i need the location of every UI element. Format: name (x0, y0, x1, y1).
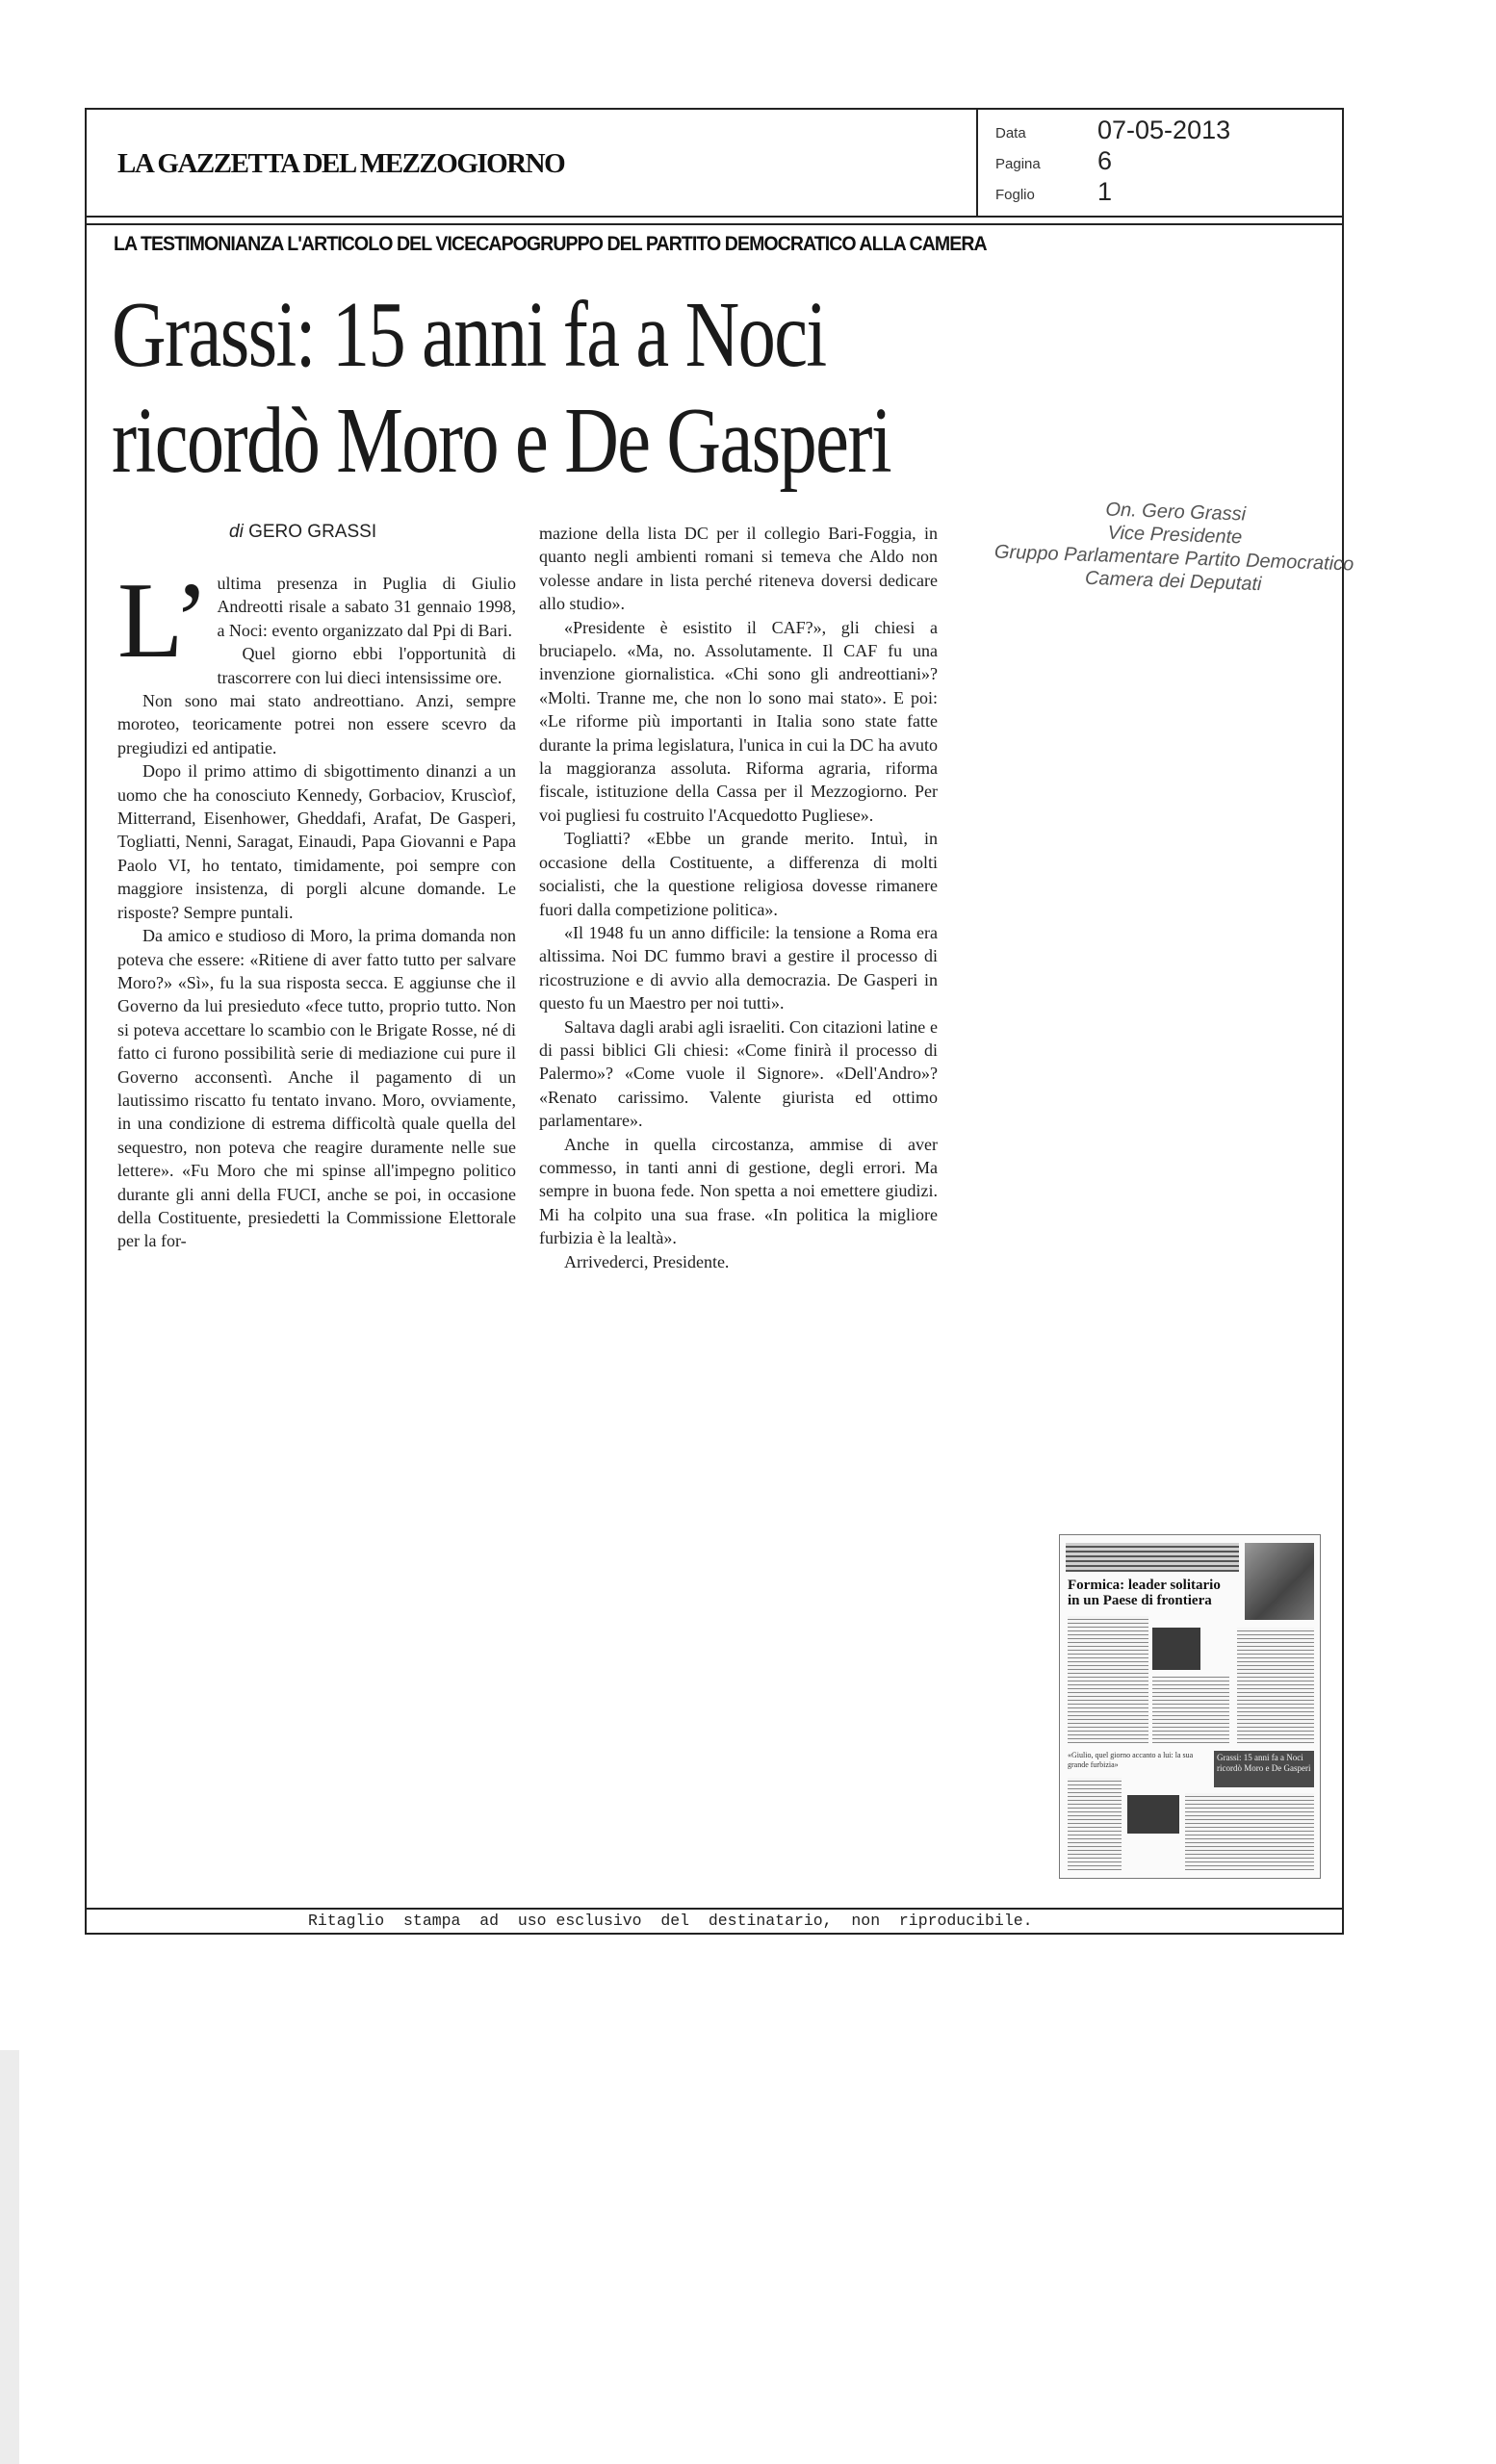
thumbnail-image (1152, 1628, 1200, 1670)
paragraph: Anche in quella circostanza, ammise di aver commesso, in tanti anni di gestione, degli errori. Ma sempre in buona fede. Non spetta a noi emettere giudizi. Mi ha colpito una sua frase. «In politica la migliore furbizia è la lealtà». (539, 1134, 938, 1248)
stamp-role: Vice Presidente (1107, 522, 1243, 549)
byline (229, 522, 376, 543)
thumbnail-text-block (1152, 1676, 1229, 1743)
stamp-institution: Camera dei Deputati (1084, 567, 1262, 596)
article-kicker: LA TESTIMONIANZA L'ARTICOLO DEL VICECAPOGRUPPO DEL PARTITO DEMOCRATICO ALLA CAMERA (114, 233, 987, 255)
stamp-group: Gruppo Parlamentare Partito Democratico (993, 541, 1354, 576)
thumbnail-text-block (1237, 1628, 1314, 1743)
byline-author: GERO GRASSI (248, 522, 377, 542)
paragraph: Arrivederci, Presidente. (564, 1251, 730, 1271)
meta-label: Data (995, 125, 1026, 141)
thumbnail-text-block (1068, 1616, 1148, 1743)
paragraph: Da amico e studioso di Moro, la prima domanda non poteva che essere: «Ritiene di aver fatto tutto per salvare Moro?» «Sì», fu la sua risposta secca. E aggiunse che il Governo da lui presieduto «fece tutto, proprio tutto. Non si poteva accettare lo scambio con le Brigate Rosse, né di fatto ci furono possibilità serie di mediazione cui pure il Governo acconsentì. Anche il pagamento di un lautissimo riscatto fu tentato invano. Moro, ovviamente, in una condizione di estrema difficoltà quale quella del sequestro, non poteva che reagire duramente nelle sue lettere». «Fu Moro che mi spinse all'impegno politico durante gli anni della FUCI, anche se poi, in occasione della Costituente, presiedetti la Commissione Elettorale per la for- (117, 926, 516, 1251)
thumbnail-caption: «Giulio, quel giorno accanto a lui: la sua grande furbizia» (1068, 1751, 1194, 1769)
paragraph: Dopo il primo attimo di sbigottimento dinanzi a un uomo che ha conosciuto Kennedy, Gorbaciov, Kruscìof, Mitterrand, Eisenhower, Gheddafi, Arafat, De Gasperi, Togliatti, Nenni, Saragat, Einaudi, Papa Giovanni e Papa Paolo VI, ho tentato, timidamente, poi sempre con maggiore insistenza, di porgli alcune domande. Le risposte? Sempre puntali. (117, 761, 516, 922)
thumbnail-text-block (1185, 1793, 1314, 1870)
footer-text: Ritaglio stampa ad uso esclusivo del destinatario, non riproducibile. (308, 1912, 1033, 1930)
meta-value: 6 (1097, 146, 1113, 175)
thumbnail-text-block (1068, 1778, 1122, 1870)
paragraph: «Il 1948 fu un anno difficile: la tensione a Roma era altissima. Noi DC fummo bravi a gestire il processo di ricostruzione e di avvio alla democrazia. De Gasperi in questo fu un Maestro per noi tutti». (539, 922, 938, 1014)
thumbnail-header (1066, 1543, 1239, 1572)
headline-line-2: ricordò Moro e De Gasperi (112, 389, 891, 493)
thumbnail-image (1127, 1795, 1179, 1834)
thumbnail-title: Formica: leader solitario in un Paese di frontiera (1068, 1578, 1221, 1608)
meta-label: Pagina (995, 156, 1041, 172)
article-column-1 (117, 561, 516, 1253)
paragraph: ultima presenza in Puglia di Giulio Andreotti risale a sabato 31 gennaio 1998, a Noci: evento organizzato dal Ppi di Bari. (217, 574, 516, 640)
paragraph: Quel giorno ebbi l'opportunità di trascorrere con lui dieci intensissime ore. (217, 644, 516, 687)
office-stamp (970, 494, 1378, 601)
paragraph: Non sono mai stato andreottiano. Anzi, sempre moroteo, teoricamente potrei non essere scevro da pregiudizi ed antipatie. (117, 691, 516, 757)
meta-value: 1 (1097, 177, 1113, 206)
meta-value: 07-05-2013 (1097, 116, 1231, 144)
paragraph: mazione della lista DC per il collegio Bari-Foggia, in quanto negli ambienti romani si temeva che Aldo non volesse andare in lista perché riteneva doversi dedicare allo studio». (539, 524, 938, 614)
headline-line-1: Grassi: 15 anni fa a Noci (112, 283, 826, 387)
meta-label: Foglio (995, 187, 1035, 203)
article-column-2 (539, 522, 938, 1273)
thumbnail-photo (1245, 1543, 1314, 1620)
thumbnail-article-title: Grassi: 15 anni fa a Noci ricordò Moro e De Gasperi (1214, 1751, 1314, 1787)
divider (85, 223, 1344, 225)
byline-prefix: di (229, 522, 244, 542)
footer-notice (85, 1910, 1344, 1935)
drop-cap: L’ (117, 561, 210, 680)
masthead (85, 108, 978, 218)
newspaper-name: LA GAZZETTA DEL MEZZOGIORNO (117, 148, 565, 179)
stamp-name: On. Gero Grassi (1105, 499, 1247, 526)
clipping-meta (978, 108, 1344, 218)
paragraph: «Presidente è esistito il CAF?», gli chiesi a bruciapelo. «Ma, no. Assolutamente. Il CAF fu una invenzione giornalistica. «Chi sono gli andreottiani»? «Molti. Tranne me, che non lo sono mai stato». E poi: «Le riforme più importanti in Italia sono state fatte durante la prima legislatura, l'unica in cui la DC ha avuto la maggioranza assoluta. Riforma agraria, riforma fiscale, istituzione della Cassa per il Mezzogiorno. Per voi pugliesi fu costruito l'Acquedotto Pugliese». (539, 617, 938, 825)
page-edge (0, 2050, 19, 2464)
paragraph: Saltava dagli arabi agli israeliti. Con citazioni latine e di passi biblici Gli chiesi: «Come finirà il processo di Palermo»? «Come vuole il Signore». «Dell'Andro»? «Renato carissimo. Valente giurista ed ottimo parlamentare». (539, 1016, 938, 1131)
page-thumbnail (1059, 1534, 1321, 1879)
paragraph: Togliatti? «Ebbe un grande merito. Intuì, in occasione della Costituente, a differenza di molti socialisti, che la questione religiosa dovesse rimanere fuori dalla competizione politica». (539, 829, 938, 919)
